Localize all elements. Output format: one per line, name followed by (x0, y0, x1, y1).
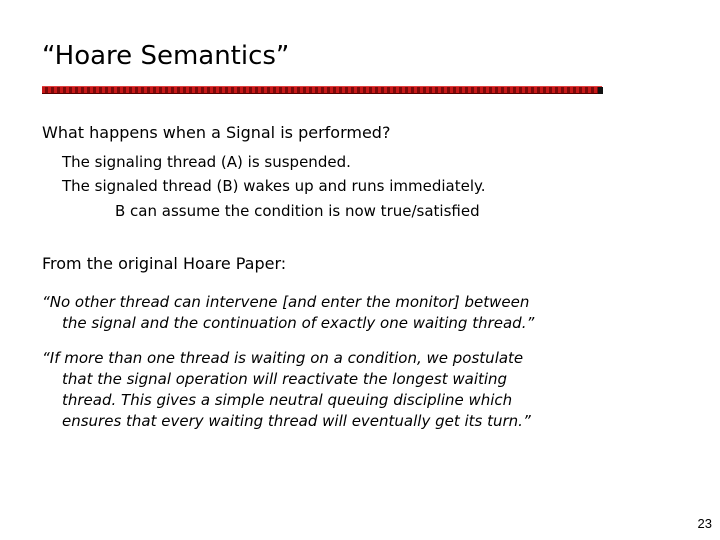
source-heading: From the original Hoare Paper: (42, 254, 287, 273)
quote-line: “If more than one thread is waiting on a condition, we postulate (42, 349, 524, 367)
hoare-quote-2 (42, 348, 531, 432)
page-number: 23 (697, 516, 712, 531)
title-underline-rule (42, 86, 602, 94)
title-underline-cap (598, 87, 603, 94)
hoare-quote-1 (42, 292, 534, 334)
quote-line: the signal and the continuation of exactly one waiting thread.” (62, 314, 535, 332)
bullet-condition-true: B can assume the condition is now true/satisfied (115, 202, 480, 220)
quote-line: ensures that every waiting thread will eventually get its turn.” (62, 412, 531, 430)
slide-title: “Hoare Semantics” (42, 41, 290, 71)
quote-line: thread. This gives a simple neutral queuing discipline which (62, 391, 513, 409)
quote-line: that the signal operation will reactivate the longest waiting (62, 370, 508, 388)
question-text: What happens when a Signal is performed? (42, 123, 391, 142)
bullet-signaled-thread: The signaled thread (B) wakes up and runs immediately. (62, 177, 486, 195)
quote-line: “No other thread can intervene [and enter the monitor] between (42, 293, 530, 311)
bullet-signaling-thread: The signaling thread (A) is suspended. (62, 153, 351, 171)
